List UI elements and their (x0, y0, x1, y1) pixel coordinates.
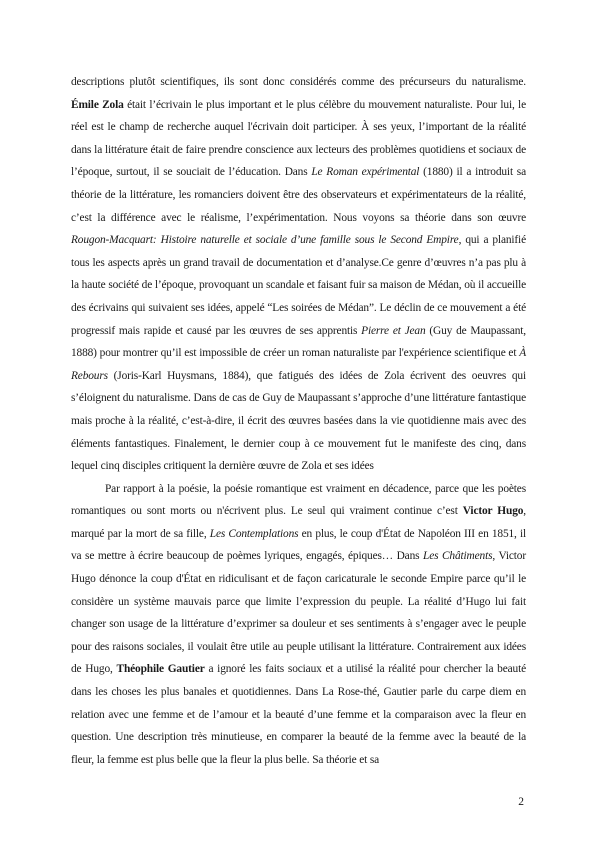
author-name: Victor Hugo (462, 505, 524, 518)
work-title: Pierre et Jean (361, 324, 426, 337)
text-run: (Guy de Maupassant, 1888) pour montrer qu’il est impossible de créer un roman naturaliste par l'expérience scientifique et (71, 324, 526, 360)
text-run: , Victor Hugo dénonce la coup d'État en ridiculisant et de façon caricaturale le seconde Empire parce qu’il le considère un système mauvais parce que limite l’expression du peuple. La réalité d’Hugo lui fait changer son usage de la littérature d’exprimer sa douleur et ses sentiments à s’engager avec le peuple pour des raisons sociales, il voulait être utile au peuple utilisant la littérature. Contrairement aux idées de Hugo, (71, 550, 526, 676)
body-text (71, 71, 526, 771)
text-run: , marqué par la mort de sa fille, (71, 505, 526, 540)
work-title: Les Contemplations (209, 527, 299, 540)
author-name: Théophile Gautier (116, 663, 205, 676)
text-run: Par rapport à la poésie, la poésie romantique est vraiment en décadence, parce que les poètes romantiques ou sont morts ou n'écrivent plus. Le seul qui vraiment continue c’est (71, 482, 526, 518)
work-title: Les Châtiments (423, 550, 493, 563)
work-title: Rougon-Macquart: Histoire naturelle et sociale d’une famille sous le Second Empire (71, 234, 459, 247)
paragraph-naturalisme (71, 71, 526, 478)
text-run: était l’écrivain le plus important et le plus célèbre du mouvement naturaliste. Pour lui, le réel est le champ de recherche auquel l'écrivain doit participer. À ses yeux, l’important de la réalité dans la littérature était de faire prendre conscience aux lecteurs des problèmes quotidiens et sociaux de l’époque, surtout, il se souciait de l’éducation. Dans (71, 98, 526, 179)
text-run: (1880) il a introduit sa théorie de la littérature, les romanciers doivent être des observateurs et expérimentateurs de la réalité, c’est la différence avec le réalisme, l’expérimentation. Nous voyons sa théorie dans son œuvre (71, 166, 526, 224)
author-name: Émile Zola (71, 98, 124, 111)
text-run: descriptions plutôt scientifiques, ils sont donc considérés comme des précurseurs du naturalisme. (71, 76, 526, 88)
text-run: en plus, le coup d'État de Napoléon III en 1851, il va se mettre à écrire beaucoup de poèmes lyriques, engagés, épiques… Dans (71, 527, 527, 563)
work-title: À Rebours (71, 347, 526, 382)
work-title: Le Roman expérimental (311, 166, 420, 179)
text-run: , qui a planifié tous les aspects après un grand travail de documentation et d’analyse.Ce genre d’œuvres n’a pas plu à la haute société de l’époque, provoquant un scandale et faisant fuir sa maison de Médan, où il accueille des écrivains qui suivaient ses idées, appelé “Les soirées de Médan”. Le déclin de ce mouvement a été progressif mais rapide et causé par les œuvres de ses apprentis (71, 234, 526, 337)
page-number: 2 (518, 796, 524, 808)
text-run: (Joris-Karl Huysmans, 1884), que fatigués des idées de Zola écrivent des oeuvres qui s’éloignent du naturalisme. Dans de cas de Guy de Maupassant s’approche d’une littérature fantastique mais proche à la réalité, c’est-à-dire, il écrit des œuvres basées dans la vie quotidienne mais avec des éléments fantastiques. Finalement, le dernier coup à ce mouvement fut le manifeste des cinq, dans lequel cinq disciples critiquent la dernière œuvre de Zola et ses idées (71, 369, 526, 473)
paragraph-poesie (71, 478, 526, 772)
text-run: a ignoré les faits sociaux et a utilisé la réalité pour chercher la beauté dans les choses les plus banales et quotidiennes. Dans La Rose-thé, Gautier parle du carpe diem en relation avec une femme et de l’amour et la beauté d’une femme et la comparaison avec la fleur en question. Une description très minutieuse, en comparer la beauté de la femme avec la beauté de la fleur, la femme est plus belle que la fleur la plus belle. Sa théorie et sa (71, 663, 526, 766)
